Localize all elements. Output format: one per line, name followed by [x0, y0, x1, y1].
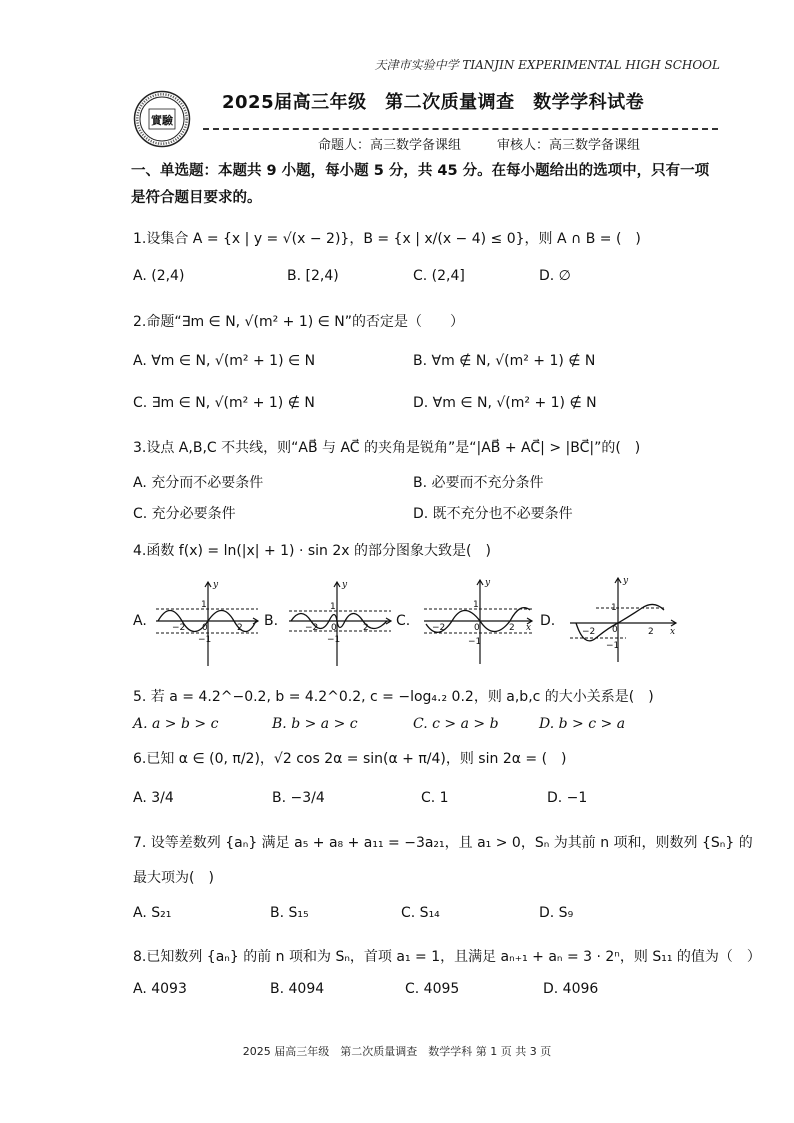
q8-option-c: C. 4095 [405, 981, 460, 997]
question-7-stem: 7. 设等差数列 {aₙ} 满足 a₅ + a₈ + a₁₁ = −3a₂₁，且 a₁ > 0，Sₙ 为其前 n 项和，则数列 {Sₙ} 的 [133, 835, 753, 851]
q1-option-a: A. (2,4) [133, 268, 185, 284]
graph-a-y-label: y [213, 580, 219, 590]
graph-b-tick-2: 2 [363, 623, 369, 633]
graph-b-tick-neg1: −1 [327, 635, 341, 645]
school-name: 天津市实验中学 TIANJIN EXPERIMENTAL HIGH SCHOOL [374, 58, 720, 72]
graph-a-tick-2: 2 [237, 623, 243, 633]
question-4-stem: 4.函数 f(x) = ln(|x| + 1) · sin 2x 的部分图象大致是( ) [133, 543, 491, 559]
graph-c-tick-1: 1 [473, 600, 479, 610]
graph-option-b [283, 576, 395, 668]
authors-line [318, 134, 640, 153]
q1-option-d: D. ∅ [539, 268, 571, 284]
graph-b-y-label: y [342, 580, 348, 590]
graph-a-tick-1: 1 [201, 600, 207, 610]
q6-option-c: C. 1 [421, 790, 449, 806]
q8-option-a: A. 4093 [133, 981, 187, 997]
q4-option-a: A. [133, 613, 147, 629]
q8-option-d: D. 4096 [543, 981, 599, 997]
graph-c-tick-neg2: −2 [432, 623, 446, 633]
q6-option-a: A. 3/4 [133, 790, 174, 806]
q3-option-a: A. 充分而不必要条件 [133, 475, 264, 491]
graph-d-tick-neg2: −2 [582, 627, 596, 637]
graph-c-x-label: x [526, 623, 532, 633]
q1-option-c: C. (2,4] [413, 268, 465, 284]
q7-option-b: B. S₁₅ [270, 905, 309, 921]
q4-option-b: B. [264, 613, 279, 629]
graph-c-tick-neg1: −1 [468, 637, 482, 647]
q6-option-b: B. −3/4 [272, 790, 325, 806]
graph-d-y-label: y [623, 576, 629, 586]
graph-option-d [566, 572, 682, 664]
question-5-stem: 5. 若 a = 4.2^−0.2, b = 4.2^0.2, c = −log₄.₂ 0.2，则 a,b,c 的大小关系是( ) [133, 689, 654, 705]
graph-d-tick-neg1: −1 [606, 641, 620, 651]
q1-option-b: B. [2,4) [287, 268, 339, 284]
q2-option-a: A. ∀m ∈ N, √(m² + 1) ∈ N [133, 353, 316, 369]
graph-d-tick-1: 1 [611, 603, 617, 613]
page-footer: 2025 届高三年级 第二次质量调查 数学学科 第 1 页 共 3 页 [242, 1045, 552, 1058]
q8-option-b: B. 4094 [270, 981, 325, 997]
graph-option-c [418, 574, 536, 666]
graph-a-tick-neg2: −2 [172, 623, 186, 633]
graph-b-tick-neg2: −2 [305, 623, 319, 633]
graph-a-tick-0: 0 [202, 623, 208, 633]
title-divider [203, 128, 718, 130]
question-2-stem: 2.命题“∃m ∈ N, √(m² + 1) ∈ N”的否定是（ ） [133, 314, 465, 330]
q3-option-b: B. 必要而不充分条件 [413, 475, 544, 491]
q5-option-b: B. b > a > c [272, 716, 358, 732]
graph-b-tick-1: 1 [330, 602, 336, 612]
question-3-stem: 3.设点 A,B,C 不共线，则“AB⃗ 与 AC⃗ 的夹角是锐角”是“|AB⃗ + AC⃗| > |BC⃗|”的( ) [133, 440, 641, 456]
q7-option-c: C. S₁₄ [401, 905, 440, 921]
q4-option-d: D. [540, 613, 556, 629]
q2-option-c: C. ∃m ∈ N, √(m² + 1) ∉ N [133, 395, 315, 411]
seal-lettering: 實驗 [151, 114, 173, 127]
question-7-stem-cont: 最大项为( ) [133, 870, 214, 886]
q2-option-d: D. ∀m ∈ N, √(m² + 1) ∉ N [413, 395, 597, 411]
reviewer: 审核人：高三数学备课组 [497, 138, 641, 153]
graph-a-tick-neg1: −1 [198, 635, 212, 645]
graph-c-y-label: y [485, 578, 491, 588]
exam-title: 2025届高三年级 第二次质量调查 数学学科试卷 [222, 92, 645, 113]
q6-option-d: D. −1 [547, 790, 588, 806]
graph-d-x-label: x [670, 627, 676, 637]
school-seal-logo [133, 90, 191, 148]
question-1-stem: 1.设集合 A = {x | y = √(x − 2)}，B = {x | x/(x − 4) ≤ 0}，则 A ∩ B = ( ) [133, 231, 641, 247]
q5-option-c: C. c > a > b [413, 716, 499, 732]
q5-option-a: A. a > b > c [133, 716, 219, 732]
section-heading: 一、单选题：本题共 9 小题，每小题 5 分，共 45 分。在每小题给出的选项中，只有一项是符合题目要求的。 [131, 163, 710, 206]
graph-b-tick-0: 0 [331, 623, 337, 633]
q7-option-a: A. S₂₁ [133, 905, 172, 921]
q5-option-d: D. b > c > a [539, 716, 626, 732]
graph-option-a [150, 576, 262, 668]
graph-d-tick-2: 2 [648, 627, 654, 637]
q3-option-d: D. 既不充分也不必要条件 [413, 506, 573, 522]
author: 命题人：高三数学备课组 [318, 138, 462, 153]
q7-option-d: D. S₉ [539, 905, 574, 921]
graph-c-tick-0: 0 [474, 623, 480, 633]
graph-c-tick-2: 2 [509, 623, 515, 633]
q2-option-b: B. ∀m ∉ N, √(m² + 1) ∉ N [413, 353, 596, 369]
q4-option-c: C. [396, 613, 411, 629]
graph-d-tick-0: 0 [612, 625, 618, 635]
question-8-stem: 8.已知数列 {aₙ} 的前 n 项和为 Sₙ，首项 a₁ = 1，且满足 aₙ₊₁ + aₙ = 3 · 2ⁿ，则 S₁₁ 的值为（ ） [133, 949, 761, 965]
q3-option-c: C. 充分必要条件 [133, 506, 236, 522]
question-6-stem: 6.已知 α ∈ (0, π/2)，√2 cos 2α = sin(α + π/4)，则 sin 2α = ( ) [133, 751, 567, 767]
